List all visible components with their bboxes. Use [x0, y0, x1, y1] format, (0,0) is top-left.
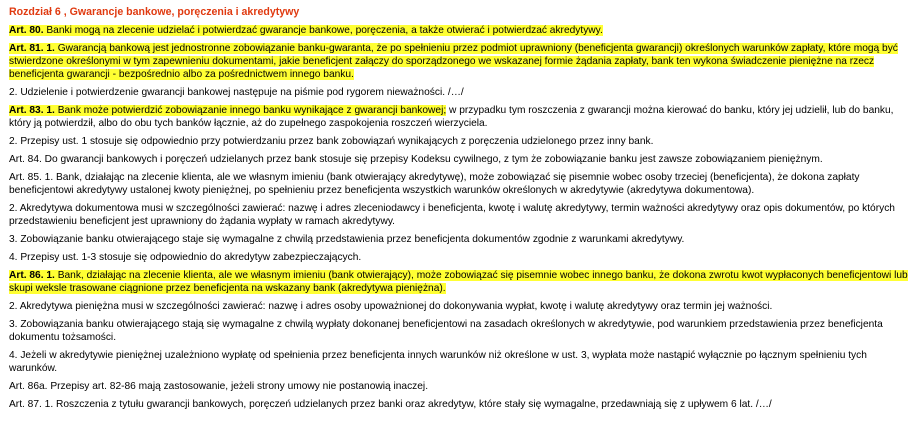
article-83-1-highlighted-text: Bank może potwierdzić zobowiązanie innego banku wynikające z gwarancji bankowej;: [54, 105, 447, 116]
article-83-2: 2. Przepisy ust. 1 stosuje się odpowiednio przy potwierdzaniu przez bank zobowiązań wynikających z poręczenia udzielonego przez inny bank.: [9, 136, 654, 147]
article-83-1: [9, 104, 911, 130]
article-85-4: 4. Przepisy ust. 1-3 stosuje się odpowiednio do akredytyw zabezpieczających.: [9, 252, 362, 263]
article-86-2: 2. Akredytywa pieniężna musi w szczególności zawierać: nazwę i adres osoby upoważnionej do dokonywania wypłat, kwotę i walutę akredytywy oraz termin jej ważności.: [9, 301, 773, 312]
article-83-1-text: w przypadku tym roszczenia z gwarancji można kierować do banku, który jej udzielił, lub do banku, który ją potwierdził, albo do obu tych banków łącznie, aż do zupełnego zaspokojenia roszczeń wierzyciela.: [9, 105, 894, 129]
article-85-3: 3. Zobowiązanie banku otwierającego staje się wymagalne z chwilą przedstawienia przez beneficjenta dokumentów zgodnie z warunkami akredytywy.: [9, 234, 685, 245]
article-81-1-text: Gwarancją bankową jest jednostronne zobowiązanie banku-gwaranta, że po spełnieniu przez podmiot uprawniony (beneficjenta gwarancji) określonych warunków zapłaty, które mogą być stwierdzone określonymi w tym zapewnieniu dokumentami, jakie beneficjent załączy do sporządzonego we wskazanej formie żądania zapłaty, bank ten wykona świadczenie pieniężne na rzecz beneficjenta gwarancji - bezpośrednio albo za pośrednictwem innego banku.: [9, 43, 898, 80]
article-81-1-label: Art. 81. 1.: [9, 43, 55, 54]
article-85-1: Art. 85. 1. Bank, działając na zlecenie klienta, ale we własnym imieniu (bank otwierający akredytywę), może zobowiązać się pisemnie wobec osoby trzeciej (beneficjenta), że dokona zapłaty beneficjentowi akredytywy ustalonej kwoty pieniężnej, po spełnieniu przez beneficjenta wszystkich warunków określonych w akredytywie (akredytywa dokumentowa).: [9, 172, 860, 196]
section-title: Rozdział 6 , Gwarancje bankowe, poręczenia i akredytywy: [9, 6, 300, 18]
article-85-2: 2. Akredytywa dokumentowa musi w szczególności zawierać: nazwę i adres zleceniodawcy i beneficjenta, kwotę i walutę akredytywy, termin ważności akredytywy oraz opis dokumentów, po których przedstawieniu beneficjent jest uprawniony do żądania wypłaty w ramach akredytywy.: [9, 203, 895, 227]
article-84: Art. 84. Do gwarancji bankowych i poręczeń udzielanych przez bank stosuje się przepisy Kodeksu cywilnego, z tym że zobowiązanie banku jest zawsze zobowiązaniem pieniężnym.: [9, 154, 823, 165]
article-86-4: 4. Jeżeli w akredytywie pieniężnej uzależniono wypłatę od spełnienia przez beneficjenta innych warunków niż określone w ust. 3, wypłata może nastąpić wyłącznie po łącznym spełnieniu tych warunków.: [9, 350, 867, 374]
article-83-1-label: Art. 83. 1.: [9, 105, 55, 116]
article-80-text: Banki mogą na zlecenie udzielać i potwierdzać gwarancje bankowe, poręczenia, a także otwierać i potwierdzać akredytywy.: [43, 25, 603, 36]
article-81-1: [9, 42, 911, 81]
article-86-1-text: Bank, działając na zlecenie klienta, ale we własnym imieniu (bank otwierający), może zobowiązać się pisemnie wobec innego banku, że dokona zwrotu kwot wypłaconych beneficjentowi lub skupi weksle trasowane ciągnione przez beneficjenta na wskazany bank (akredytywa pieniężna).: [9, 270, 908, 294]
article-80-label: Art. 80.: [9, 25, 44, 36]
article-86a: Art. 86a. Przepisy art. 82-86 mają zastosowanie, jeżeli strony umowy nie postanowią inaczej.: [9, 381, 429, 392]
article-81-2: 2. Udzielenie i potwierdzenie gwarancji bankowej następuje na piśmie pod rygorem nieważności. /…/: [9, 87, 464, 98]
article-80: [9, 24, 911, 37]
article-86-1: [9, 269, 911, 295]
article-86-1-label: Art. 86. 1.: [9, 270, 55, 281]
article-87-1: Art. 87. 1. Roszczenia z tytułu gwarancji bankowych, poręczeń udzielanych przez banki oraz akredytyw, które stały się wymagalne, przedawniają się z upływem 6 lat. /…/: [9, 399, 772, 410]
article-86-3: 3. Zobowiązania banku otwierającego stają się wymagalne z chwilą wypłaty dokonanej beneficjentowi na zasadach określonych w akredytywie, pod warunkiem przedstawienia przez beneficjenta dokumentu tożsamości.: [9, 319, 883, 343]
